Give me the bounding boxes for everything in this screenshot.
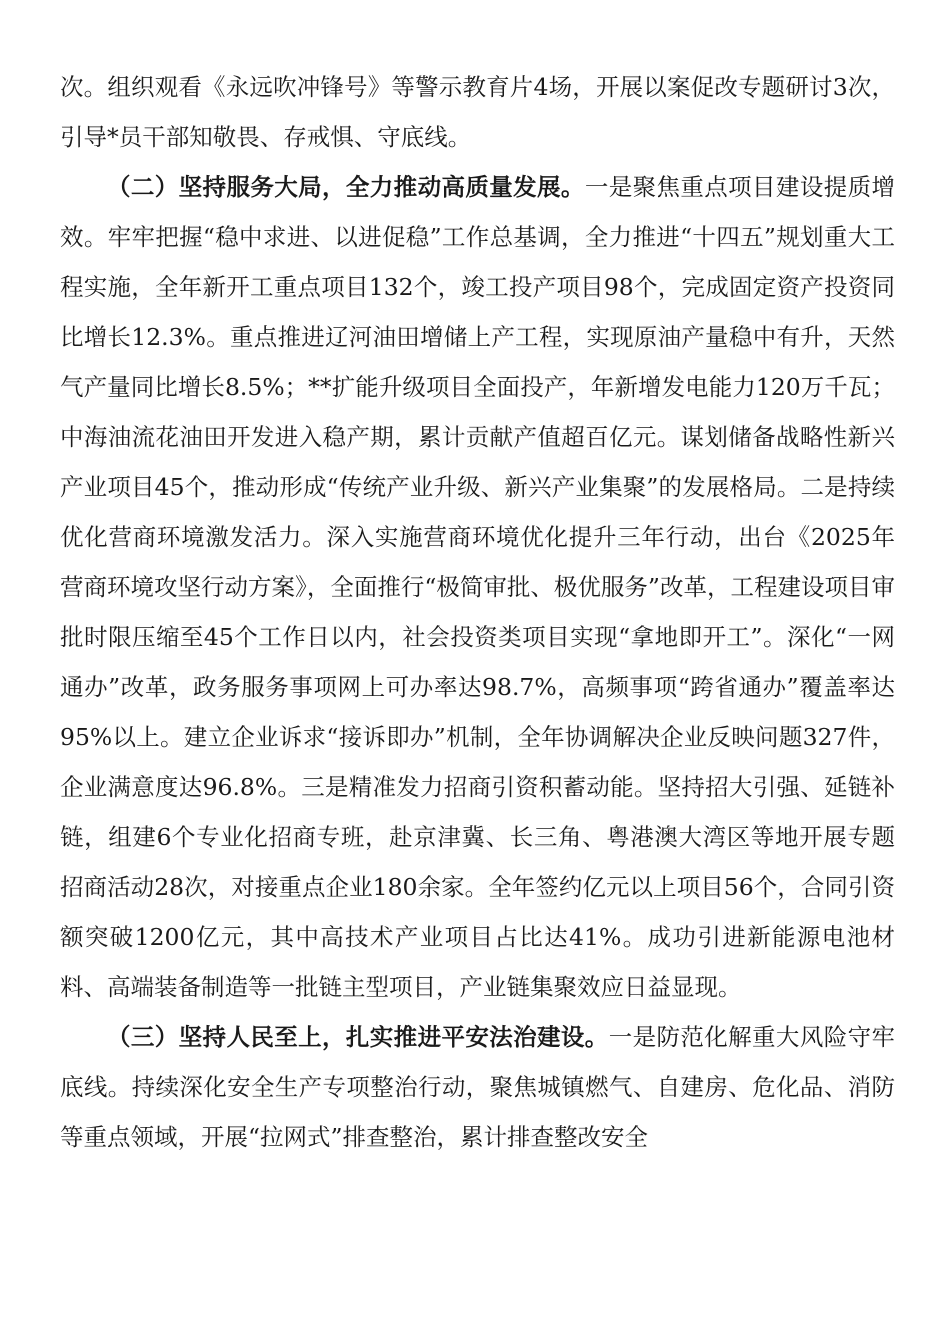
paragraph-3-text: 一是防范化解重大风险守牢底线。持续深化安全生产专项整治行动，聚焦城镇燃气、自建房、危化品、消防等重点领域，开展“拉网式”排查整治，累计排查整改安全	[60, 1023, 895, 1151]
section-heading-3: （三）坚持人民至上，扎实推进平安法治建设。	[107, 1023, 609, 1051]
document-page	[60, 62, 895, 1162]
section-heading-2: （二）坚持服务大局，全力推动高质量发展。	[107, 173, 585, 201]
paragraph-3	[60, 1012, 895, 1162]
paragraph-2-text: 一是聚焦重点项目建设提质增效。牢牢把握“稳中求进、以进促稳”工作总基调，全力推进“十四五”规划重大工程实施，全年新开工重点项目132个，竣工投产项目98个，完成固定资产投资同比增长12.3%。重点推进辽河油田增储上产工程，实现原油产量稳中有升，天然气产量同比增长8.5%；**扩能升级项目全面投产，年新增发电能力120万千瓦；中海油流花油田开发进入稳产期，累计贡献产值超百亿元。谋划储备战略性新兴产业项目45个，推动形成“传统产业升级、新兴产业集聚”的发展格局。二是持续优化营商环境激发活力。深入实施营商环境优化提升三年行动，出台《2025年营商环境攻坚行动方案》，全面推行“极简审批、极优服务”改革，工程建设项目审批时限压缩至45个工作日以内，社会投资类项目实现“拿地即开工”。深化“一网通办”改革，政务服务事项网上可办率达98.7%，高频事项“跨省通办”覆盖率达95%以上。建立企业诉求“接诉即办”机制，全年协调解决企业反映问题327件，企业满意度达96.8%。三是精准发力招商引资积蓄动能。坚持招大引强、延链补链，组建6个专业化招商专班，赴京津冀、长三角、粤港澳大湾区等地开展专题招商活动28次，对接重点企业180余家。全年签约亿元以上项目56个，合同引资额突破1200亿元，其中高技术产业项目占比达41%。成功引进新能源电池材料、高端装备制造等一批链主型项目，产业链集聚效应日益显现。	[60, 173, 895, 1001]
paragraph-1-text: 次。组织观看《永远吹冲锋号》等警示教育片4场，开展以案促改专题研讨3次，引导*员干部知敬畏、存戒惧、守底线。	[60, 73, 895, 151]
paragraph-1	[60, 62, 895, 162]
paragraph-2	[60, 162, 895, 1012]
